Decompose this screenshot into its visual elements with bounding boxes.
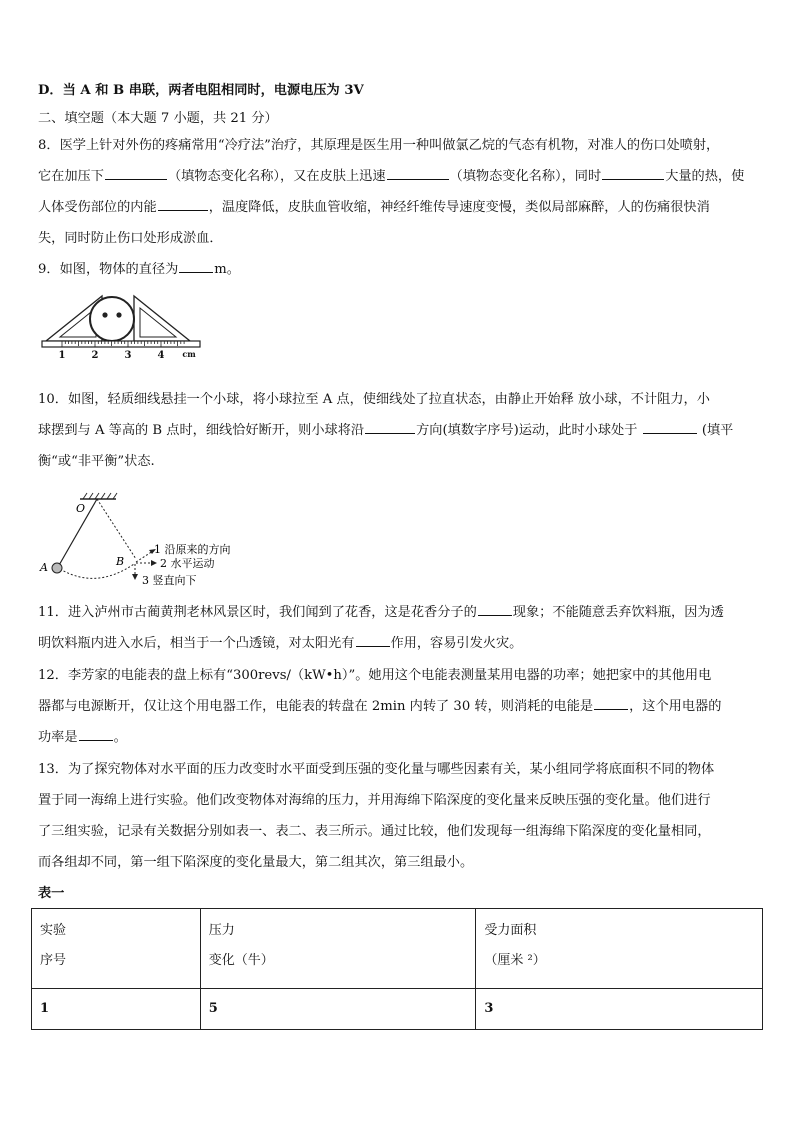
- cell-experiment: 1: [32, 989, 201, 1030]
- q8-line4: 失，同时防止伤口处形成淤血．: [38, 231, 223, 246]
- object-eye-left: [102, 312, 107, 317]
- table-header-row: [32, 909, 763, 989]
- q13-line3: 了三组实验，记录有关数据分别如表一、表二、表三所示。通过比较，他们发现每一组海绵下陷深度的变化量相同，: [38, 824, 711, 839]
- triangle-right-inner: [140, 308, 176, 337]
- table-row: [32, 989, 763, 1030]
- q10-line3: 衡“或“非平衡”状态.: [38, 454, 155, 469]
- ruler-tick-4: 4: [157, 350, 165, 361]
- q12-blank-2[interactable]: [79, 726, 113, 741]
- q11-blank-1[interactable]: [478, 601, 512, 616]
- q8-blank-1[interactable]: [105, 165, 167, 180]
- string-b: [97, 499, 136, 559]
- q10-line1: 10．如图，轻质细线悬挂一个小球，将小球拉至 A 点，使细线处了拉直状态，由静止开始释 放小球，不计阻力，小: [38, 392, 710, 407]
- q9-blank[interactable]: [179, 258, 213, 273]
- ruler-unit: cm: [182, 349, 196, 359]
- section-heading: 二、填空题（本大题 7 小题，共 21 分）: [38, 111, 278, 126]
- ball: [52, 563, 62, 573]
- pendulum-figure: [36, 492, 256, 592]
- round-object: [90, 297, 134, 341]
- q8-line2: 它在加压下 （填物态变化名称），又在皮肤上迅速 （填物态变化名称），同时 大量的热，使: [38, 161, 760, 192]
- q12-line2: 器都与电源断开，仅让这个用电器工作，电能表的转盘在 2min 内转了 30 转，则消耗的电能是 ，这个用电器的: [38, 691, 760, 722]
- ruler-tick-1: 1: [58, 350, 66, 361]
- triangle-right: [134, 296, 190, 341]
- q8-line1: 8．医学上针对外伤的疼痛常用“冷疗法”治疗，其原理是医生用一种叫做氯乙烷的气态有机物，对准人的伤口处喷射，: [38, 138, 720, 153]
- direction-1: 1 沿原来的方向: [154, 543, 231, 556]
- q12-blank-1[interactable]: [594, 695, 628, 710]
- q8-blank-2[interactable]: [387, 165, 449, 180]
- option-d: D．当 A 和 B 串联，两者电阻相同时，电源电压为 3V: [38, 83, 364, 98]
- q13-line4: 而各组却不同，第一组下陷深度的变化量最大，第二组其次，第三组最小。: [38, 855, 474, 870]
- q13-line1: 13．为了探究物体对水平面的压力改变时水平面受到压强的变化量与哪些因素有关，某小组同学将底面积不同的物体: [38, 762, 715, 777]
- object-eye-right: [116, 312, 121, 317]
- direction-3: 3 竖直向下: [142, 574, 197, 587]
- cell-area: 3: [476, 989, 763, 1030]
- arrow-1: [136, 551, 153, 562]
- q12-line1: 12．李芳家的电能表的盘上标有“300revs/（kW•h）”。她用这个电能表测量某用电器的功率；她把家中的其他用电: [38, 668, 712, 683]
- q11-line2: 明饮料瓶内进入水后，相当于一个凸透镜，对太阳光有 作用，容易引发火灾。: [38, 628, 760, 659]
- q13-line2: 置于同一海绵上进行实验。他们改变物体对海绵的压力，并用海绵下陷深度的变化量来反映压强的变化量。他们进行: [38, 793, 711, 808]
- q11-line1: 11．进入泸州市古蔺黄荆老林风景区时，我们闻到了花香，这是花香分子的 现象；不能随意丢弃饮料瓶，因为透: [38, 597, 760, 628]
- ruler-tick-3: 3: [124, 350, 132, 361]
- q11-blank-2[interactable]: [356, 632, 390, 647]
- header-area: 受力面积 （厘米 ²）: [476, 909, 763, 989]
- ruler-tick-2: 2: [91, 350, 99, 361]
- q8-line3: 人体受伤部位的内能 ，温度降低，皮肤血管收缩，神经纤维传导速度变慢，类似局部麻醉，人的伤痛很快消: [38, 192, 760, 223]
- q10-blank-1[interactable]: [365, 419, 415, 434]
- q8-blank-4[interactable]: [158, 196, 208, 211]
- header-experiment: 实验 序号: [32, 909, 201, 989]
- label-b: B: [116, 555, 125, 568]
- q10-blank-2[interactable]: [643, 419, 697, 434]
- header-pressure-change: 压力 变化（牛）: [200, 909, 476, 989]
- q8-blank-3[interactable]: [602, 165, 664, 180]
- label-a: A: [40, 561, 48, 574]
- q12-line3: 功率是 。: [38, 722, 760, 753]
- ruler-figure: [40, 290, 205, 362]
- data-table-1: [31, 908, 763, 1030]
- cell-pressure-change: 5: [200, 989, 476, 1030]
- table-title: 表一: [38, 886, 65, 901]
- label-o: O: [76, 502, 86, 515]
- q10-line2: 球摆到与 A 等高的 B 点时，细线恰好断开，则小球将沿 方向(填数字序号)运动，此时小球处于 (填平: [38, 415, 760, 446]
- q9-text: 9．如图，物体的直径为 m。: [38, 254, 760, 285]
- direction-2: 2 水平运动: [160, 557, 215, 570]
